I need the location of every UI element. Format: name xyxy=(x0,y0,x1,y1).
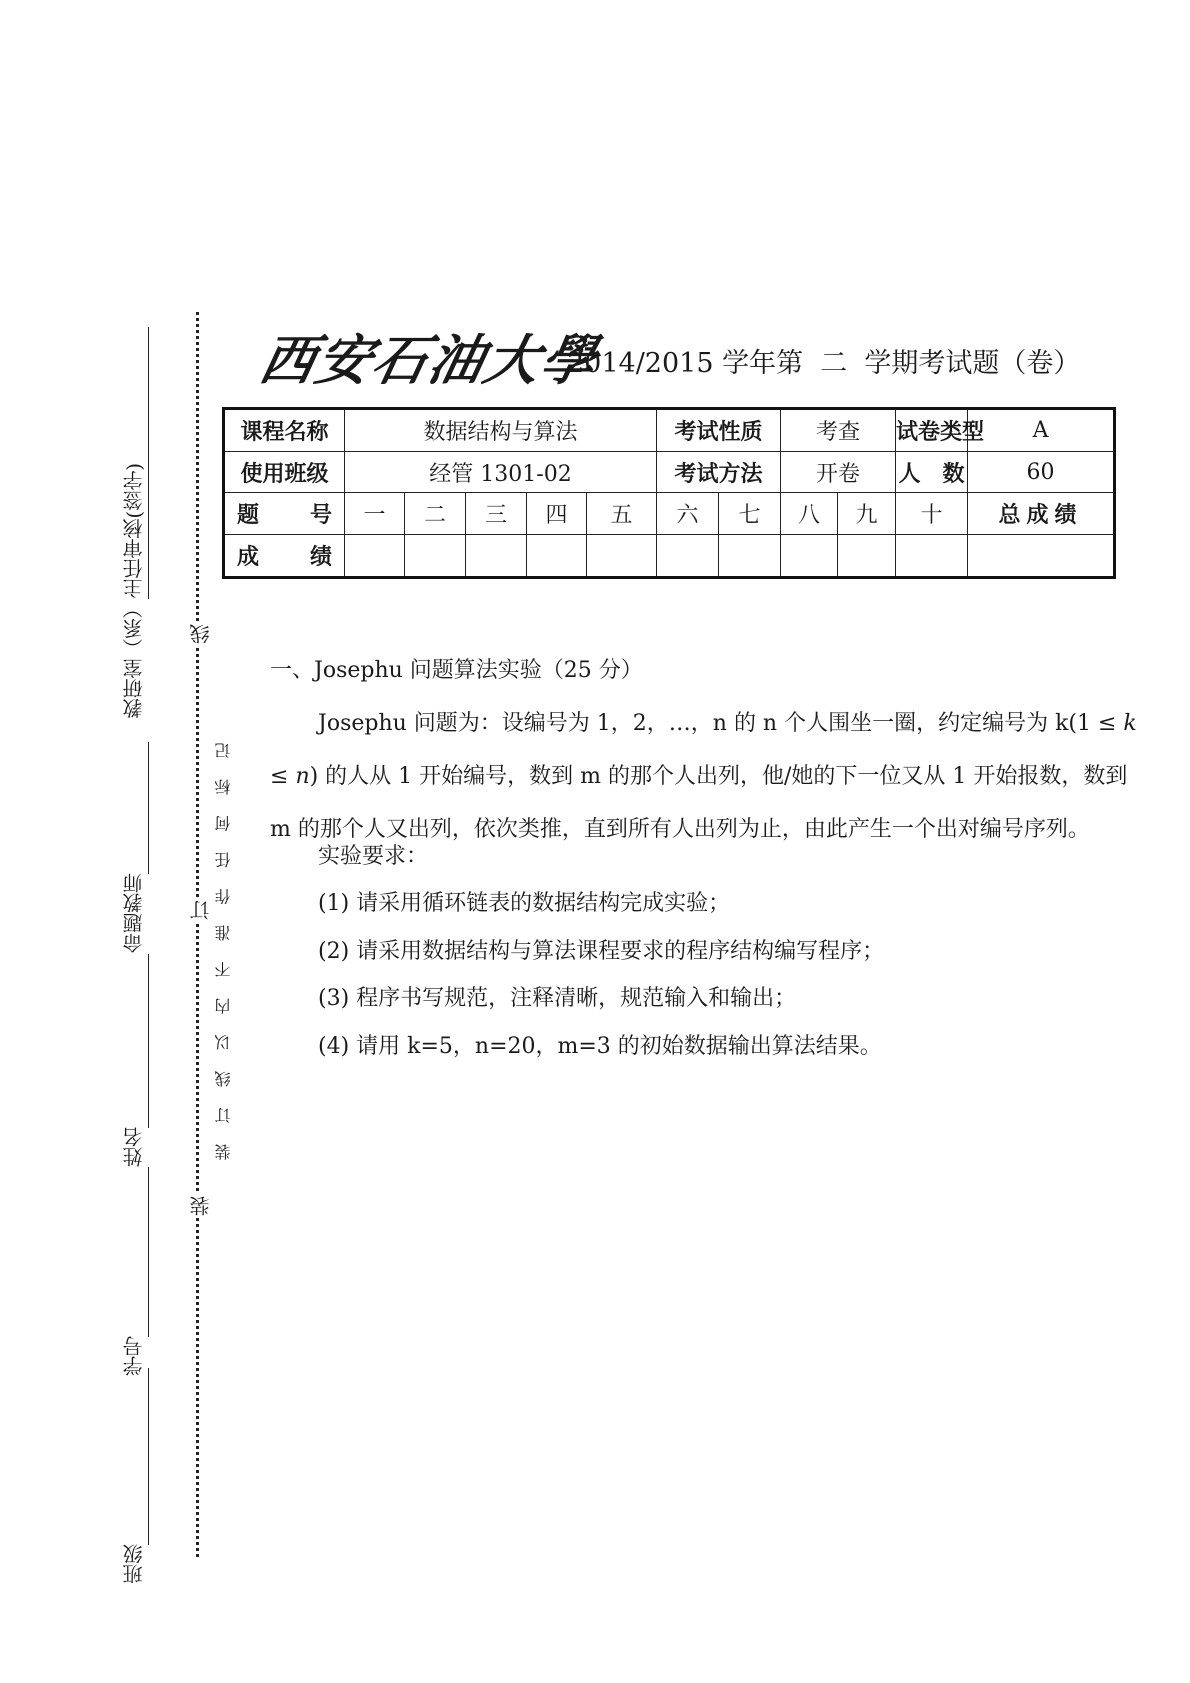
info-row-class xyxy=(224,451,1115,493)
review-signature-label: 教研室（系）主任审核(签字) xyxy=(122,463,146,719)
score-cell xyxy=(719,535,781,578)
binding-dotted-line xyxy=(196,312,199,1557)
course-name-value: 数据结构与算法 xyxy=(345,409,657,452)
section-title: 一、Josephu 问题算法实验（25 分） xyxy=(270,658,643,683)
course-name-label: 课程名称 xyxy=(224,409,345,452)
score-cell xyxy=(345,535,405,578)
score-cell xyxy=(838,535,896,578)
exam-nature-value: 考查 xyxy=(781,409,896,452)
paper-type-value: A xyxy=(968,409,1115,452)
review-signature-line xyxy=(148,327,149,599)
exam-method-label: 考试方法 xyxy=(657,451,781,493)
problem-text-pre: Josephu 问题为：设编号为 1，2，…，n 的 n 个人围坐一圈，约定编号为 k(1 ≤ xyxy=(318,711,1124,736)
class-used-label: 使用班级 xyxy=(224,451,345,493)
score-cell xyxy=(896,535,968,578)
question-cell: 五 xyxy=(587,493,657,535)
name-label: 姓名 xyxy=(122,1127,146,1167)
math-k: k xyxy=(1123,711,1137,736)
headcount-value: 60 xyxy=(968,451,1115,493)
university-logo: 西安石油大學 xyxy=(254,328,605,392)
question-cell: 十 xyxy=(896,493,968,535)
student-id-line xyxy=(148,1167,149,1337)
paper-type-label: 试卷类型 xyxy=(896,409,968,452)
score-label: 成 绩 xyxy=(224,535,345,578)
class-used-value: 经管 1301-02 xyxy=(345,451,657,493)
score-cell xyxy=(587,535,657,578)
headcount-label: 人 数 xyxy=(896,451,968,493)
exam-nature-label: 考试性质 xyxy=(657,409,781,452)
binding-char-line: 线 xyxy=(186,622,215,646)
score-cell xyxy=(466,535,527,578)
requirements-title: 实验要求： xyxy=(318,844,429,869)
score-cell xyxy=(527,535,587,578)
question-cell: 八 xyxy=(781,493,838,535)
requirement-item: (2) 请采用数据结构与算法课程要求的程序结构编写程序； xyxy=(318,939,885,964)
class-label: 班级 xyxy=(122,1544,146,1584)
requirement-item: (4) 请用 k=5，n=20，m=3 的初始数据输出算法结果。 xyxy=(318,1034,882,1059)
info-row-course xyxy=(224,409,1115,452)
problem-text-post: ) 的人从 1 开始编号，数到 m 的那个人出列，他/她的下一位又从 1 开始报数，数到 m 的那个人又出列，依次类推，直到所有人出列为止，由此产生一个出对编号序列。 xyxy=(270,764,1128,842)
question-cell: 一 xyxy=(345,493,405,535)
total-score-cell xyxy=(968,535,1115,578)
question-cell: 四 xyxy=(527,493,587,535)
name-line xyxy=(148,954,149,1128)
teacher-signature-line xyxy=(148,742,149,874)
total-score-label: 总成绩 xyxy=(968,493,1115,535)
question-cell: 七 xyxy=(719,493,781,535)
exam-method-value: 开卷 xyxy=(781,451,896,493)
exam-title: 2014/2015 学年第 二 学期考试题（卷） xyxy=(567,348,1081,379)
binding-char-order: 订 xyxy=(186,898,215,922)
requirement-item: (3) 程序书写规范，注释清晰，规范输入和输出； xyxy=(318,986,797,1011)
question-cell: 二 xyxy=(405,493,466,535)
question-number-label: 题 号 xyxy=(224,493,345,535)
score-cell xyxy=(657,535,719,578)
question-cell: 六 xyxy=(657,493,719,535)
math-n: n xyxy=(295,764,310,789)
score-row xyxy=(224,535,1115,578)
class-line xyxy=(148,1368,149,1545)
question-cell: 三 xyxy=(466,493,527,535)
question-cell: 九 xyxy=(838,493,896,535)
binding-warning: 装订线以内不准作任何标记 xyxy=(214,722,233,1160)
teacher-label: 命题教师 xyxy=(122,873,146,953)
requirement-item: (1) 请采用循环链表的数据结构完成实验； xyxy=(318,891,731,916)
problem-text-mid: ≤ xyxy=(270,764,296,789)
student-id-label: 学号 xyxy=(122,1336,146,1376)
question-number-row xyxy=(224,493,1115,535)
binding-char-bind: 装 xyxy=(186,1194,215,1218)
problem-description xyxy=(270,697,1148,856)
score-cell xyxy=(781,535,838,578)
score-cell xyxy=(405,535,466,578)
exam-info-table xyxy=(222,407,1116,579)
